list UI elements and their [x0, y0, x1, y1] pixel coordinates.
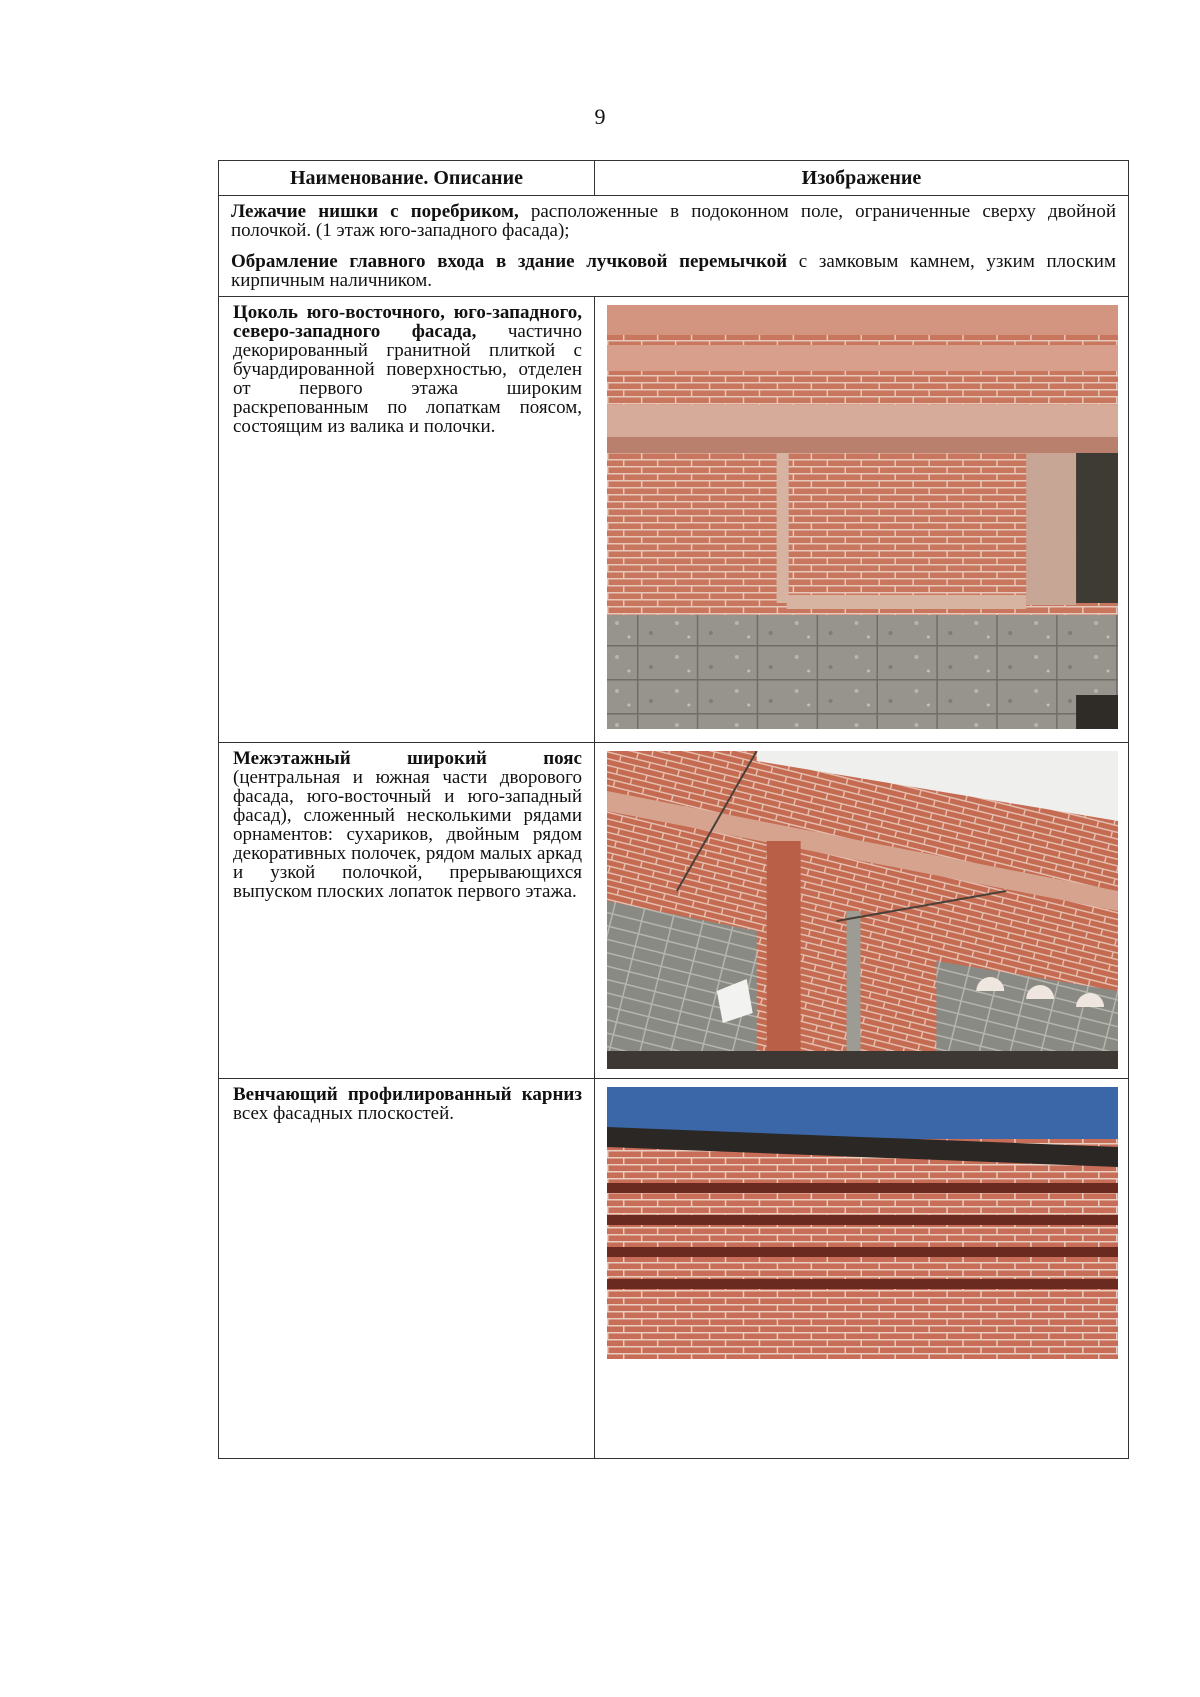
- brick-plinth-photo: [607, 305, 1118, 729]
- element-description: всех фасадных плоскостей.: [233, 1103, 455, 1124]
- table-row: [219, 743, 1129, 1079]
- description-cell: [219, 743, 595, 1079]
- image-cell: [595, 297, 1129, 743]
- intro-text-cell: [219, 196, 1129, 297]
- intro-term: Обрамление главного входа в здание лучковой перемычкой: [231, 251, 788, 272]
- image-cell: [595, 1079, 1129, 1459]
- table-row: [219, 297, 1129, 743]
- image-cell: [595, 743, 1129, 1079]
- description-cell: [219, 297, 595, 743]
- element-term: Цоколь юго-восточного, юго-западного, северо-западного фасада,: [233, 302, 582, 342]
- intro-term: Лежачие нишки с поребриком,: [231, 201, 519, 222]
- page-number: 9: [594, 104, 606, 129]
- element-description: частично декорированный гранитной плиткой с бучардированной поверхностью, отделен от первого этажа широким раскрепованным по лопаткам поясом, состоящим из валика и полочки.: [233, 321, 582, 437]
- table-intro-row: [219, 196, 1129, 297]
- element-description: (центральная и южная части дворового фасада, юго-восточный и юго-западный фасад), сложенный несколькими рядами орнаментов: сухариков, двойным рядом декоративных полочек, рядом малых аркад и узкой полочкой, прерывающихся выпуском плоских лопаток первого этажа.: [233, 767, 582, 902]
- brick-belt-photo: [607, 751, 1118, 1069]
- facade-elements-table: [218, 160, 1129, 1459]
- intro-paragraph: [231, 202, 1116, 240]
- intro-paragraph: [231, 252, 1116, 290]
- intro-description: расположенные в подоконном поле, ограниченные сверху двойной полочкой. (1 этаж юго-западного фасада);: [231, 201, 1117, 241]
- element-term: Венчающий профилированный карниз: [233, 1084, 582, 1105]
- intro-description: с замковым камнем, узким плоским кирпичным наличником.: [231, 251, 1116, 291]
- element-term: Межэтажный широкий пояс: [233, 748, 582, 769]
- description-cell: [219, 1079, 595, 1459]
- column-header-description: Наименование. Описание: [219, 161, 595, 196]
- table-header-row: [219, 161, 1129, 196]
- column-header-image: Изображение: [595, 161, 1129, 196]
- brick-cornice-photo: [607, 1087, 1118, 1359]
- table-row: [219, 1079, 1129, 1459]
